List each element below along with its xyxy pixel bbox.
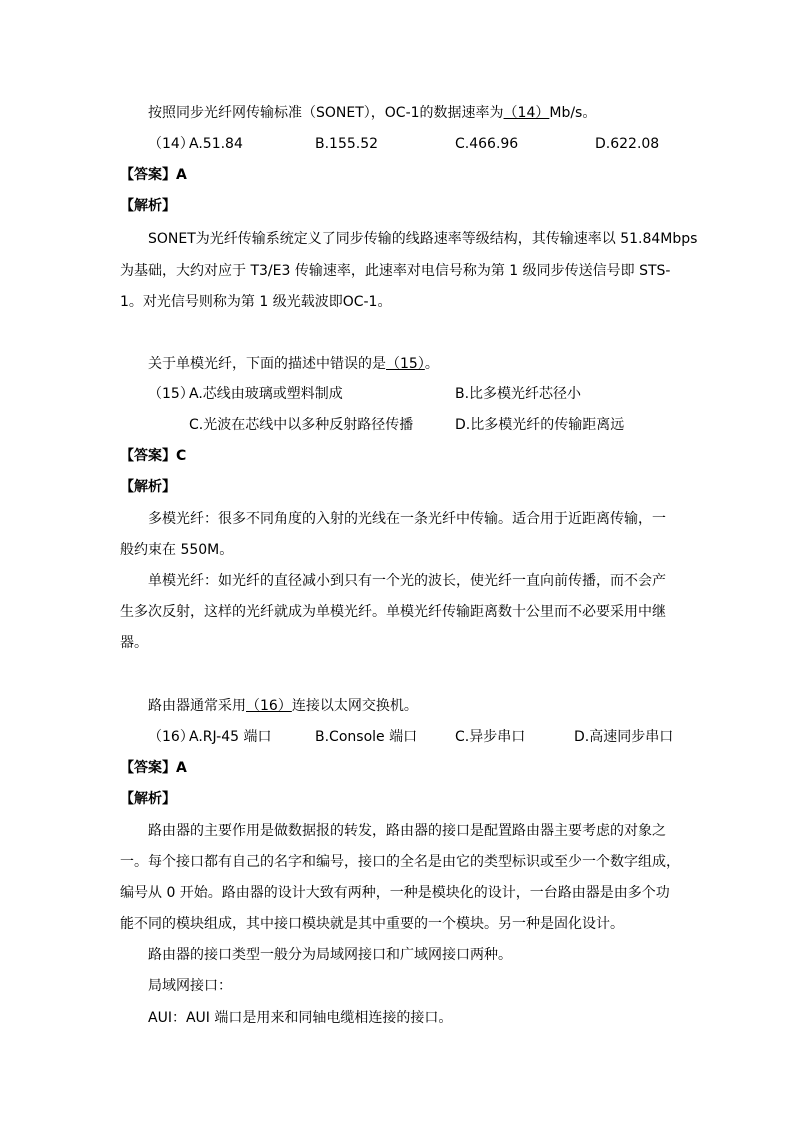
q15-stem-text: 关于单模光纤，下面的描述中错误的是 — [148, 356, 386, 372]
q16-blank: （16） — [246, 698, 292, 714]
q15-option-c: C.光波在芯线中以多种反射路径传播 — [189, 417, 414, 433]
q16-analysis-p2: 路由器的接口类型一般分为局域网接口和广域网接口两种。 — [148, 947, 512, 963]
q16-answer: 【答案】A — [120, 760, 187, 776]
q14-stem-unit: Mb/s。 — [549, 105, 597, 121]
q14-analysis-line-3: 1。对光信号则称为第 1 级光载波即OC-1。 — [120, 294, 392, 310]
q16-option-b: B.Console 端口 — [315, 729, 418, 745]
q15-option-b: B.比多模光纤芯径小 — [455, 386, 582, 402]
q16-option-a: A.RJ-45 端口 — [189, 729, 272, 745]
q14-analysis-heading: 【解析】 — [120, 198, 176, 214]
q14-option-c: C.466.96 — [455, 136, 519, 152]
q15-number: （15） — [148, 386, 194, 402]
q16-analysis-p1-line-3: 编号从 0 开始。路由器的设计大致有两种，一种是模块化的设计，一台路由器是由多个功 — [120, 885, 670, 901]
q16-analysis-p1-line-1: 路由器的主要作用是做数据报的转发，路由器的接口是配置路由器主要考虑的对象之 — [148, 823, 666, 839]
q16-analysis-p1-line-4: 能不同的模块组成，其中接口模块就是其中重要的一个模块。另一种是固化设计。 — [120, 916, 624, 932]
q15-analysis-p2-line-1: 单模光纤：如光纤的直径减小到只有一个光的波长，使光纤一直向前传播，而不会产 — [148, 573, 666, 589]
q14-answer: 【答案】A — [120, 167, 187, 183]
q15-option-d: D.比多模光纤的传输距离远 — [455, 417, 625, 433]
q16-stem-text: 路由器通常采用 — [148, 698, 246, 714]
q15-analysis-heading: 【解析】 — [120, 479, 176, 495]
q14-blank: （14） — [503, 105, 550, 121]
q15-answer: 【答案】C — [120, 448, 187, 464]
q15-analysis-p1-line-1: 多模光纤：很多不同角度的入射的光线在一条光纤中传输。适合用于近距离传输，一 — [148, 511, 666, 527]
q14-stem — [148, 104, 596, 122]
q14-analysis-line-1: SONET为光纤传输系统定义了同步传输的线路速率等级结构，其传输速率以 51.84Mbps — [148, 231, 698, 247]
q14-stem-text: 按照同步光纤网传输标准（SONET），OC-1的数据速率为 — [148, 105, 504, 121]
q16-number: （16） — [148, 729, 194, 745]
q16-option-c: C.异步串口 — [455, 729, 526, 745]
q16-analysis-heading: 【解析】 — [120, 791, 176, 807]
q15-analysis-p2-line-2: 生多次反射，这样的光纤就成为单模光纤。单模光纤传输距离数十公里而不必要采用中继 — [120, 604, 666, 620]
q14-analysis-line-2: 为基础，大约对应于 T3/E3 传输速率，此速率对电信号称为第 1 级同步传送信号即 STS- — [120, 263, 671, 279]
q15-analysis-p2-line-3: 器。 — [120, 635, 148, 651]
q14-number: （14） — [148, 136, 194, 152]
q16-stem — [148, 697, 418, 715]
q15-option-a: A.芯线由玻璃或塑料制成 — [189, 386, 343, 402]
q15-stem-end: 。 — [424, 356, 439, 372]
q16-analysis-p1-line-2: 一。每个接口都有自己的名字和编号，接口的全名是由它的类型标识或至少一个数字组成， — [120, 854, 680, 870]
q16-analysis-p4: AUI：AUI 端口是用来和同轴电缆相连接的接口。 — [148, 1010, 453, 1026]
q14-option-d: D.622.08 — [595, 136, 660, 152]
q14-option-a: A.51.84 — [189, 136, 243, 152]
q14-option-b: B.155.52 — [315, 136, 379, 152]
q16-analysis-p3: 局域网接口： — [148, 978, 232, 994]
q15-stem — [148, 355, 439, 373]
q16-option-d: D.高速同步串口 — [574, 729, 674, 745]
q15-analysis-p1-line-2: 般约束在 550M。 — [120, 542, 234, 558]
q15-blank: （15） — [386, 356, 425, 372]
q16-stem-end: 连接以太网交换机。 — [291, 698, 418, 714]
